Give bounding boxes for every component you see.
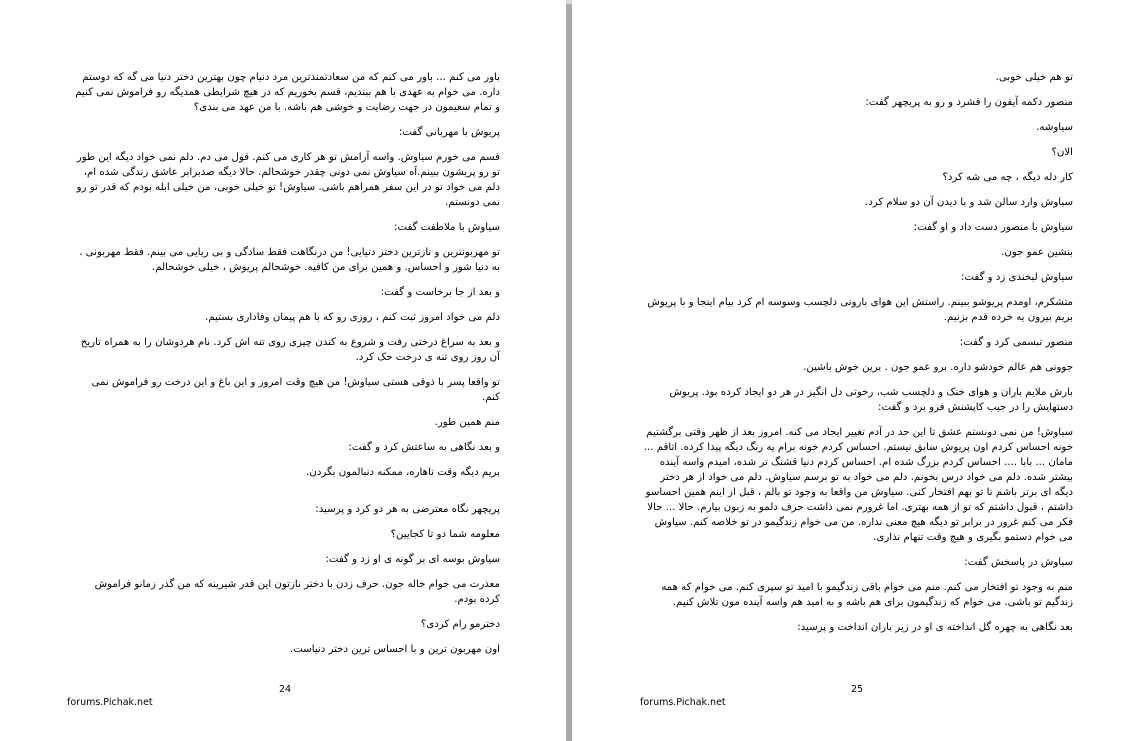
- paragraph: سیاوش! من نمی دونستم عشق تا این حد در آدم تغییر ایجاد می کنه. امروز بعد از ظهر وقتی برگشتیم خونه احساس کردم اون پریوش سابق نیستم. احساس کردم خونه برام یه رنگ دیگه پیدا کرده. اتاقم ... مامان ... بابا .... احساس کردم بزرگ شده ام. احساس کردم دنیا قشنگ تر شده، امیدم واسه آینده بیشتر شده. دلم می خواد درس بخونم. دلم می خواد به تو برسم سیاوش. دلم می خواد از هر دختر دیگه ای برتر باشم تا تو بهم افتخار کنی. سیاوش من واقعا به وجود تو بالم ، قبل از اینم همین احساسو داشتم ، قبول داشتم که تو از همه بهتری. اما غرورم نمی ذاشت حرف دلمو به زبون بیارم. حالا ... حالا فکر می کنم غرور در برابر تو دیگه هیچ معنی نداره. من می خوام زندگیمو در تو خلاصه کنم. سیاوش می خوام دستمو بگیری و هیچ وقت تنهام نذاری.: [643, 427, 1073, 543]
- paragraph: پریچهر نگاه معترضی به هر دو کرد و پرسید:: [315, 504, 500, 515]
- paragraph: تو واقعا پسر با ذوقی هستی سیاوش! من هیچ وقت امروز و این باغ و این درخت رو فراموش نمی کنم.: [91, 377, 500, 403]
- paragraph: منصور دکمه آیفون را فشرد و رو به پریچهر گفت:: [865, 97, 1073, 108]
- page-24: [0, 0, 566, 741]
- paragraph: قسم می خورم سیاوش. واسه آرامش تو هر کاری می کنم. قول می دم. دلم نمی خواد دیگه این طور تو رو پریشون ببینم.آه سیاوش نمی دونی چقدر خوشحالم. حالا دیگه صدبرابر عاشق زندگی شده ام، دلم می خواد تو در این سفر همراهم باشی. سیاوش! تو خیلی خوبی، من خیلی ابله بودم که قدر تو رو نمی دونستم.: [76, 152, 500, 208]
- page-footer: forums.Pichak.net: [640, 697, 726, 708]
- paragraph: بریم دیگه وقت ناهاره، ممکنه دنبالمون بگردن.: [306, 467, 500, 478]
- paragraph: کار دله دیگه ، چه می شه کرد؟: [942, 172, 1073, 183]
- paragraph: منصور تبسمی کرد و گفت:: [959, 337, 1073, 348]
- paragraph: سیاوش وارد سالن شد و با دیدن آن دو سلام کرد.: [864, 197, 1073, 208]
- paragraph: پریوش با مهربانی گفت:: [398, 127, 500, 138]
- paragraph: سیاوش با منصور دست داد و او گفت:: [913, 222, 1073, 233]
- paragraph: و بعد از جا برخاست و گفت:: [380, 287, 500, 298]
- paragraph: منم همین طور.: [434, 417, 500, 428]
- page-body-text: [72, 70, 500, 667]
- paragraph: سیاوش در پاسخش گفت:: [964, 557, 1073, 568]
- paragraph: تو مهربونترین و نازترین دختر دنیایی! من درنگاهت فقط سادگی و بی ریایی می بینم. فقط مهربونی . به دنیا شور و احساس. و همین برای من کافیه. خوشحالم پریوش ، خیلی خوشحالم.: [79, 247, 500, 273]
- paragraph: معلومه شما دو تا کجایین؟: [390, 529, 500, 540]
- page-number: 24: [279, 684, 292, 695]
- paragraph: منم به وجود تو افتخار می کنم. منم می خوام باقی زندگیمو با امید تو سپری کنم. می خوام که همه زندگیم تو باشی. می خوام که زندگیمون برای هم باشه و به امید هم واسه آینده مون تلاش کنیم.: [661, 582, 1073, 608]
- paragraph: سیاوش با ملاطفت گفت:: [394, 222, 500, 233]
- paragraph: بنشین عمو جون.: [1001, 247, 1073, 258]
- page-number: 25: [851, 684, 864, 695]
- page-body-text: [641, 70, 1073, 645]
- page-25: [572, 0, 1141, 741]
- paragraph: متشکرم، اومدم پریوشو ببینم. راستش این هوای بارونی دلچسب وسوسه ام کرد بیام اینجا و با پریوش بریم بیرون یه خرده قدم بزنیم.: [647, 297, 1073, 323]
- paragraph: بارش ملایم باران و هوای خنک و دلچسب شب، رخوتی دل انگیز در هر دو ایجاد کرده بود. پریوش دستهایش را در جیب کاپشنش فرو برد و گفت:: [669, 387, 1073, 413]
- paragraph: بعد نگاهی به چهره گل انداخته ی او در زیر باران انداخت و پرسید:: [797, 622, 1073, 633]
- paragraph: معذرت می خوام خاله جون. حرف زدن با دختر نازتون این قدر شیرینه که من گذر زمانو فراموش کرده بودم.: [94, 579, 500, 605]
- paragraph: سیاوش بوسه ای بر گونه ی او زد و گفت:: [325, 554, 500, 565]
- paragraph: اون مهربون ترین و با احساس ترین دختر دنیاست.: [289, 644, 500, 655]
- paragraph: الان؟: [1051, 147, 1073, 158]
- page-footer: forums.Pichak.net: [67, 697, 153, 708]
- paragraph: جوونی هم عالم خودشو داره. برو عمو جون . برین خوش باشین.: [803, 362, 1073, 373]
- paragraph: دخترمو رام کردی؟: [420, 619, 500, 630]
- paragraph: سیاوشه.: [1036, 122, 1073, 133]
- paragraph: تو هم خیلی خوبی.: [995, 72, 1073, 83]
- paragraph: دلم می خواد امروز ثبت کنم ، روزی رو که با هم پیمان وفاداری بستیم.: [205, 312, 500, 323]
- paragraph: و بعد نگاهی به ساعتش کرد و گفت:: [348, 442, 500, 453]
- paragraph: باور می کنم ... باور می کنم که من سعادتمندترین مرد دنیام چون بهترین دختر دنیا می گه که دوستم داره. می خوام به عهدی با هم ببندیم، قسم بخوریم که در هیچ شرایطی همدیگه رو فراموش نمی کنیم و تمام سعیمون در جهت رضایت و خوشی هم باشه. با من عهد می بندی؟: [75, 72, 500, 113]
- paragraph: و بعد به سراغ درختی رفت و شروع به کندن چیزی روی تنه اش کرد. نام هردوشان را به همراه تاریخ آن روز روی تنه ی درخت حک کرد.: [80, 337, 500, 363]
- paragraph: سیاوش لبخندی زد و گفت:: [961, 272, 1073, 283]
